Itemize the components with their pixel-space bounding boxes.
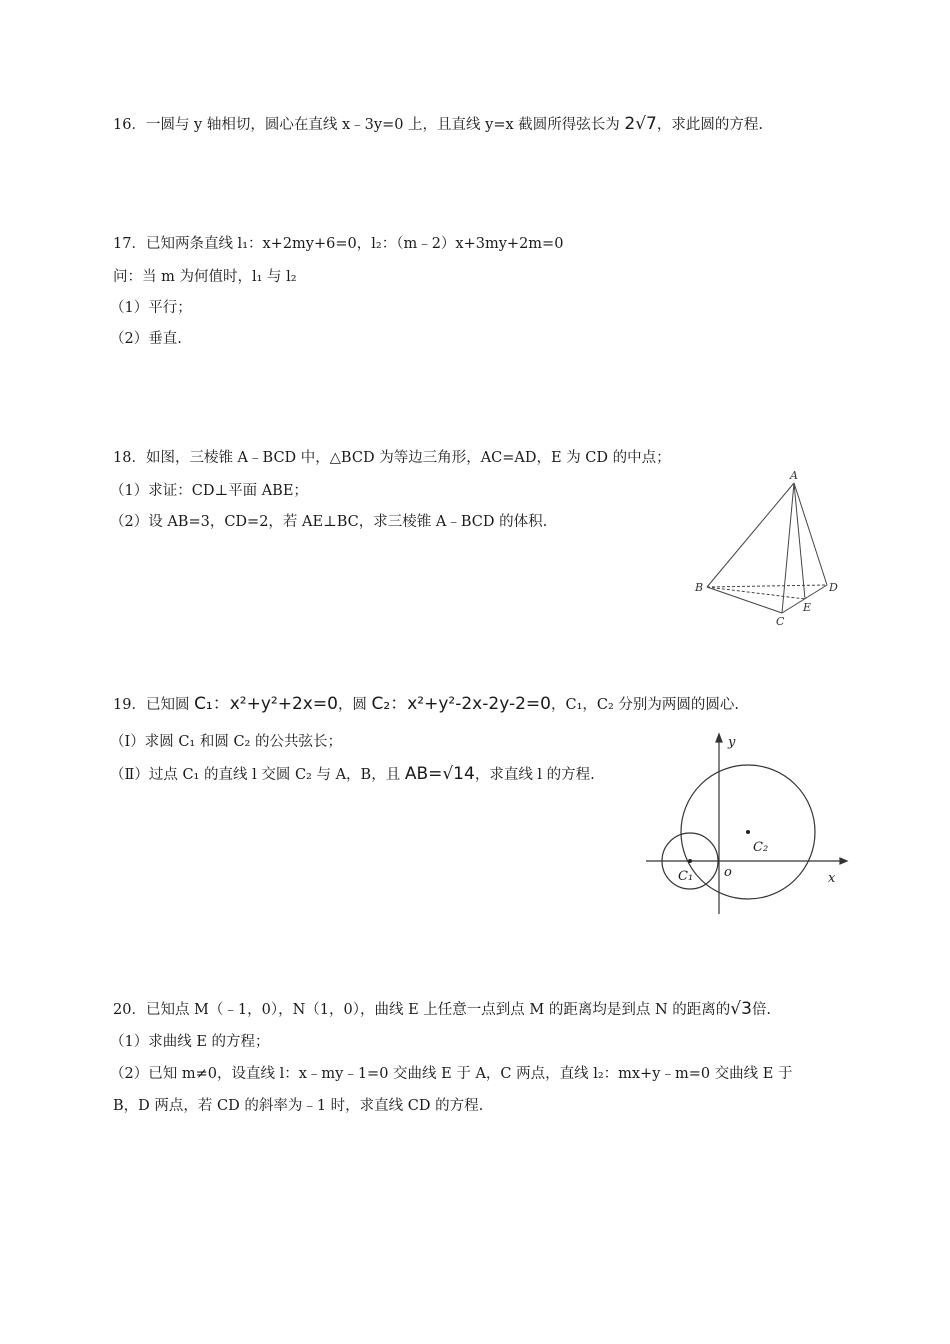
q20-text-b: 倍.	[751, 1002, 772, 1018]
label-B: B	[695, 581, 704, 594]
tetrahedron-figure	[690, 465, 850, 635]
circles-figure	[640, 730, 850, 920]
edge-BE	[707, 587, 805, 599]
label-D: D	[829, 581, 838, 594]
q20-line1	[113, 999, 771, 1020]
label-A: A	[790, 469, 798, 482]
q20-part2-line1: （2）已知 m≠0，设直线 l：x﹣my﹣1=0 交曲线 E 于 A，C 两点，直线 l₂：mx+y﹣m=0 交曲线 E 于	[110, 1066, 793, 1082]
y-axis-arrow-icon	[716, 734, 722, 742]
q20-part1: （1）求曲线 E 的方程；	[110, 1034, 270, 1050]
q20-text-a: 20．已知点 M（﹣1，0），N（1，0），曲线 E 上任意一点到点 M 的距离均是到点 N 的距离的	[113, 1002, 731, 1018]
label-C: C	[776, 615, 785, 628]
sqrt3: √3	[730, 999, 752, 1019]
label-y: y	[728, 735, 736, 750]
q19-part2-text-b: ，求直线 l 的方程.	[474, 767, 595, 783]
x-axis-arrow-icon	[840, 858, 847, 864]
c1-equation: C₁：x²+y²+2x=0	[194, 694, 338, 714]
q16-chord-length: 2√7	[624, 114, 657, 134]
edge-AB	[707, 483, 794, 587]
q18-part2: （2）设 AB=3，CD=2，若 AE⊥BC，求三棱锥 A﹣BCD 的体积.	[110, 514, 548, 530]
label-E: E	[803, 601, 812, 614]
q19-text-b: ，圆	[337, 697, 372, 713]
q17-line1: 17．已知两条直线 l₁：x+2my+6=0，l₂：（m﹣2）x+3my+2m=0	[113, 236, 564, 252]
q17-line2: 问：当 m 为何值时，l₁ 与 l₂	[113, 269, 297, 285]
q18-part1: （1）求证：CD⊥平面 ABE；	[110, 483, 308, 499]
q16-text-after: ，求此圆的方程.	[656, 117, 763, 133]
q19-part2-text-a: （Ⅱ）过点 C₁ 的直线 l 交圆 C₂ 与 A，B，且	[110, 767, 405, 783]
ab-length: AB=√14	[404, 764, 475, 784]
label-c2: C₂	[753, 840, 769, 855]
q16-text-before: 16．一圆与 y 轴相切，圆心在直线 x﹣3y=0 上，且直线 y=	[113, 117, 506, 133]
edge-BD	[707, 585, 827, 587]
q19-part1: （Ⅰ）求圆 C₁ 和圆 C₂ 的公共弦长；	[110, 734, 342, 750]
q17-part1: （1）平行；	[110, 300, 192, 316]
label-origin: o	[724, 865, 732, 880]
q18-line1: 18．如图，三棱锥 A﹣BCD 中，△BCD 为等边三角形，AC=AD，E 为 CD 的中点；	[113, 450, 671, 466]
label-c1: C₁	[678, 869, 694, 884]
q19-text-a: 19．已知圆	[113, 697, 195, 713]
c2-equation: C₂：x²+y²-2x-2y-2=0	[371, 694, 551, 714]
q19-line1	[113, 694, 739, 715]
q17-part2: （2）垂直.	[110, 331, 182, 347]
edge-AC	[782, 483, 794, 613]
q16-text-x: x 截圆所得弦长为	[505, 117, 625, 133]
q20-part2-line2: B，D 两点，若 CD 的斜率为﹣1 时，求直线 CD 的方程.	[113, 1098, 484, 1114]
q19-text-c: ，C₁，C₂ 分别为两圆的圆心.	[550, 697, 740, 713]
q16-line	[113, 114, 763, 135]
edge-BC	[707, 587, 782, 613]
center-c1	[688, 859, 692, 863]
center-c2	[746, 830, 750, 834]
q19-part2	[110, 764, 595, 785]
label-x: x	[828, 871, 836, 886]
